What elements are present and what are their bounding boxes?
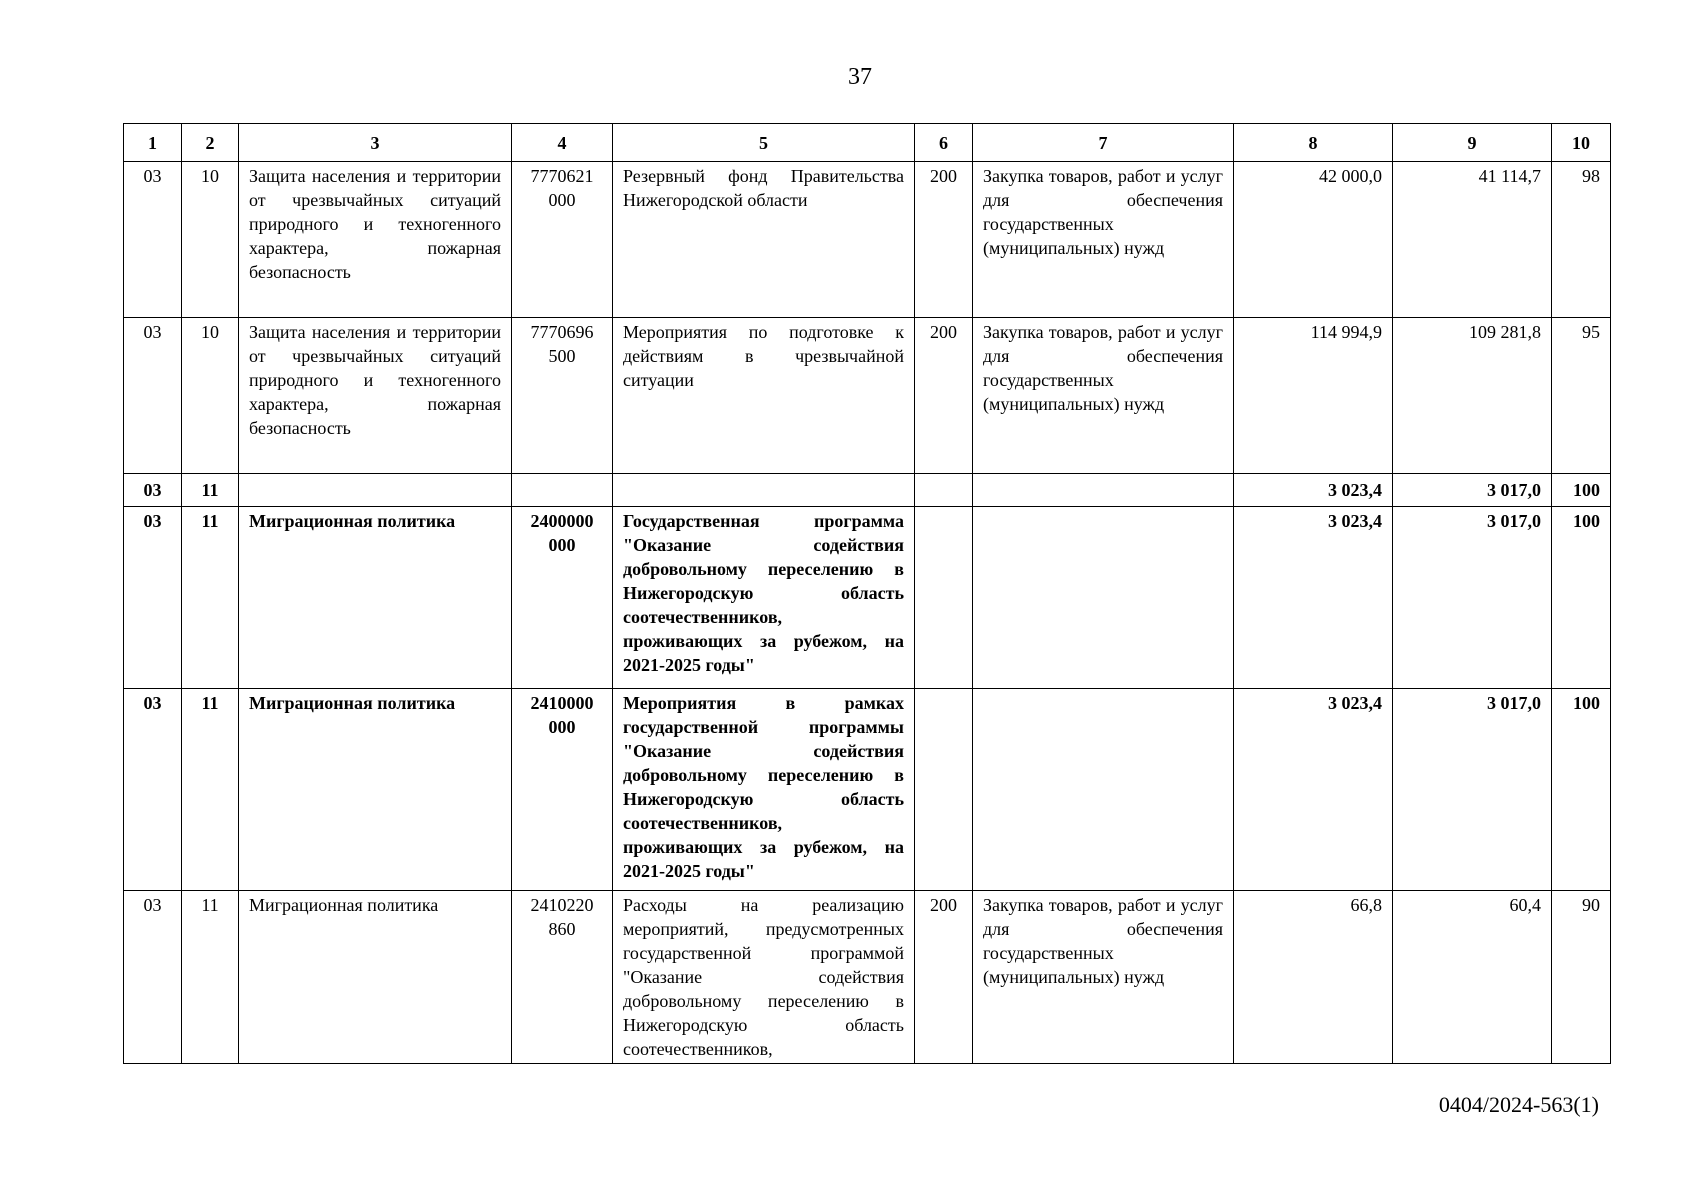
header-row [124,124,1611,162]
cell-article-name: Мероприятия в рамках государственной программы "Оказание содействия добровольному переселению в Нижегородскую область соотечественников, проживающих за рубежом, на 2021-2025 годы" [613,689,915,891]
cell-subsection: 10 [182,318,239,474]
col-header-7: 7 [973,124,1234,162]
cell-expense-type-name [973,474,1234,507]
subtotal-row [124,474,1611,507]
cell-planned: 3 023,4 [1234,507,1393,689]
col-header-10: 10 [1552,124,1611,162]
cell-subsection: 11 [182,507,239,689]
cell-subsection-name [239,474,512,507]
cell-planned: 42 000,0 [1234,162,1393,318]
budget-table [123,123,1611,1064]
cell-expense-type: 200 [915,162,973,318]
table-row [124,507,1611,689]
cell-target-article: 2400000 000 [512,507,613,689]
cell-percent: 100 [1552,474,1611,507]
cell-section: 03 [124,891,182,1064]
cell-executed: 3 017,0 [1393,507,1552,689]
cell-section: 03 [124,507,182,689]
cell-subsection: 11 [182,891,239,1064]
cell-section: 03 [124,689,182,891]
table-row [124,318,1611,474]
cell-target-article [512,474,613,507]
cell-expense-type-name [973,507,1234,689]
cell-article-name: Мероприятия по подготовке к действиям в чрезвычайной ситуации [613,318,915,474]
cell-percent: 100 [1552,507,1611,689]
cell-subsection-name: Миграционная политика [239,891,512,1064]
cell-percent: 95 [1552,318,1611,474]
page-number: 37 [848,64,872,90]
cell-section: 03 [124,474,182,507]
cell-target-article: 2410220 860 [512,891,613,1064]
table-row [124,162,1611,318]
cell-planned: 66,8 [1234,891,1393,1064]
cell-expense-type-name: Закупка товаров, работ и услуг для обеспечения государственных (муниципальных) нужд [973,318,1234,474]
cell-subsection-name: Защита населения и территории от чрезвычайных ситуаций природного и техногенного характера, пожарная безопасность [239,162,512,318]
cell-expense-type [915,689,973,891]
cell-subsection: 11 [182,474,239,507]
col-header-4: 4 [512,124,613,162]
cell-percent: 90 [1552,891,1611,1064]
cell-expense-type-name: Закупка товаров, работ и услуг для обеспечения государственных (муниципальных) нужд [973,162,1234,318]
cell-subsection: 10 [182,162,239,318]
cell-executed: 3 017,0 [1393,474,1552,507]
col-header-1: 1 [124,124,182,162]
cell-subsection: 11 [182,689,239,891]
cell-expense-type-name: Закупка товаров, работ и услуг для обеспечения государственных (муниципальных) нужд [973,891,1234,1064]
document-code: 0404/2024-563(1) [1438,1092,1599,1117]
cell-percent: 100 [1552,689,1611,891]
cell-expense-type [915,507,973,689]
col-header-8: 8 [1234,124,1393,162]
cell-subsection-name: Защита населения и территории от чрезвычайных ситуаций природного и техногенного характера, пожарная безопасность [239,318,512,474]
cell-subsection-name: Миграционная политика [239,507,512,689]
cell-target-article: 2410000 000 [512,689,613,891]
cell-executed: 41 114,7 [1393,162,1552,318]
cell-subsection-name: Миграционная политика [239,689,512,891]
col-header-3: 3 [239,124,512,162]
cell-executed: 3 017,0 [1393,689,1552,891]
cell-planned: 3 023,4 [1234,474,1393,507]
cell-expense-type [915,474,973,507]
table-row [124,689,1611,891]
cell-section: 03 [124,318,182,474]
cell-expense-type: 200 [915,318,973,474]
col-header-9: 9 [1393,124,1552,162]
cell-planned: 114 994,9 [1234,318,1393,474]
cell-percent: 98 [1552,162,1611,318]
cell-article-name: Резервный фонд Правительства Нижегородской области [613,162,915,318]
table-row [124,891,1611,1064]
cell-article-name: Государственная программа "Оказание содействия добровольному переселению в Нижегородскую область соотечественников, проживающих за рубежом, на 2021-2025 годы" [613,507,915,689]
cell-executed: 109 281,8 [1393,318,1552,474]
cell-expense-type-name [973,689,1234,891]
col-header-5: 5 [613,124,915,162]
cell-executed: 60,4 [1393,891,1552,1064]
cell-target-article: 7770621 000 [512,162,613,318]
col-header-6: 6 [915,124,973,162]
col-header-2: 2 [182,124,239,162]
cell-article-name [613,474,915,507]
cell-planned: 3 023,4 [1234,689,1393,891]
cell-article-name: Расходы на реализацию мероприятий, предусмотренных государственной программой "Оказание содействия добровольному переселению в Нижегородскую область соотечественников, [613,891,915,1064]
cell-section: 03 [124,162,182,318]
cell-expense-type: 200 [915,891,973,1064]
cell-target-article: 7770696 500 [512,318,613,474]
